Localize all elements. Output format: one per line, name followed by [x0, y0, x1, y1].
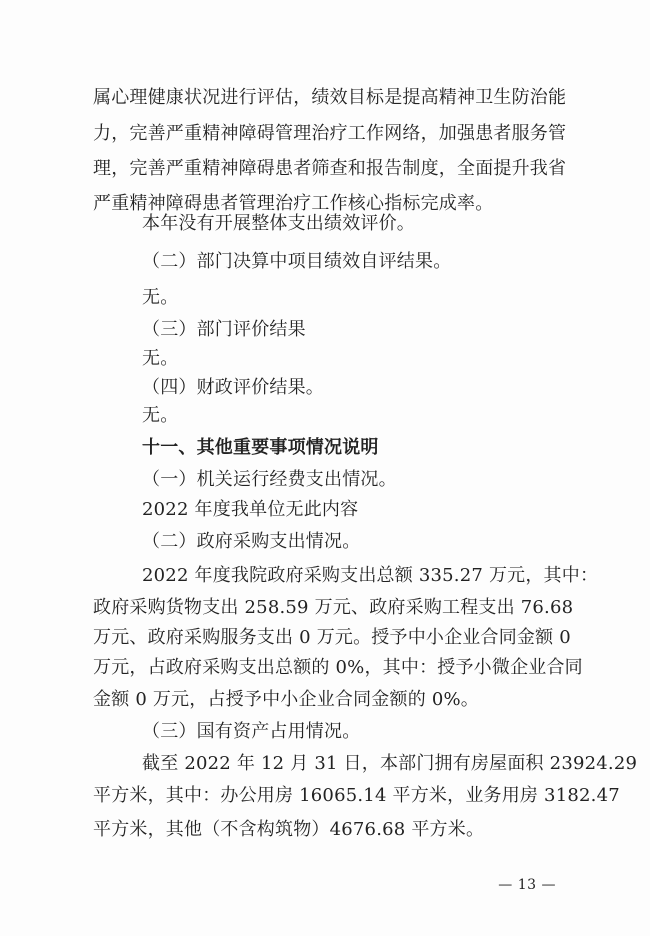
paragraph-line: 属心理健康状况进行评估，绩效目标是提高精神卫生防治能 [93, 87, 567, 108]
paragraph-line: 无。 [142, 348, 179, 369]
paragraph-line: 理，完善严重精神障碍患者筛查和报告制度，全面提升我省 [93, 158, 567, 179]
paragraph-line: 万元，占政府采购支出总额的 0%，其中：授予小微企业合同 [93, 657, 583, 678]
page-number: — 13 — [498, 877, 556, 893]
paragraph-line: 截至 2022 年 12 月 31 日，本部门拥有房屋面积 23924.29 [142, 753, 638, 774]
section-heading: （三）国有资产占用情况。 [142, 721, 361, 742]
paragraph-line: 无。 [142, 287, 179, 308]
paragraph-line: 本年没有开展整体支出绩效评价。 [142, 213, 415, 234]
paragraph-line: 严重精神障碍患者管理治疗工作核心指标完成率。 [93, 193, 494, 214]
paragraph-line: 政府采购货物支出 258.59 万元、政府采购工程支出 76.68 [93, 597, 574, 618]
paragraph-line: 2022 年度我单位无此内容 [142, 499, 359, 520]
paragraph-line: 平方米，其中：办公用房 16065.14 平方米，业务用房 3182.47 [93, 785, 620, 806]
section-heading: （三）部门评价结果 [142, 319, 306, 340]
paragraph-line: 金额 0 万元，占授予中小企业合同金额的 0%。 [93, 689, 479, 710]
paragraph-line: 2022 年度我院政府采购支出总额 335.27 万元，其中： [142, 565, 599, 586]
paragraph-line: 平方米，其他（不含构筑物）4676.68 平方米。 [93, 819, 485, 840]
chapter-heading: 十一、其他重要事项情况说明 [142, 437, 379, 458]
section-heading: （一）机关运行经费支出情况。 [142, 469, 397, 490]
section-heading: （二）部门决算中项目绩效自评结果。 [142, 251, 452, 272]
section-heading: （二）政府采购支出情况。 [142, 531, 361, 552]
paragraph-line: 万元、政府采购服务支出 0 万元。授予中小企业合同金额 0 [93, 627, 571, 648]
paragraph-line: 力，完善严重精神障碍管理治疗工作网络，加强患者服务管 [93, 123, 567, 144]
section-heading: （四）财政评价结果。 [142, 377, 324, 398]
paragraph-line: 无。 [142, 405, 179, 426]
